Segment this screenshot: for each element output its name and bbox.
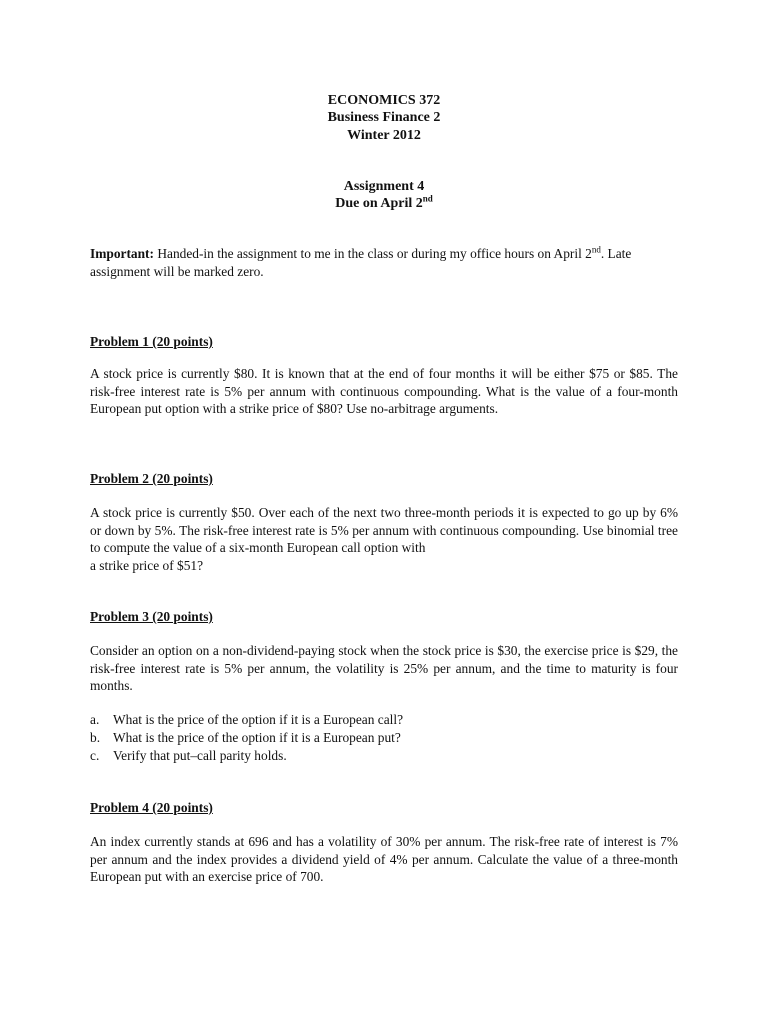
problem-3-heading: Problem 3 (20 points) bbox=[90, 609, 213, 624]
important-sup: nd bbox=[591, 244, 601, 255]
term: Winter 2012 bbox=[347, 128, 421, 143]
list-item bbox=[90, 747, 678, 765]
problem-3-list bbox=[90, 711, 678, 765]
problem-4-heading: Problem 4 (20 points) bbox=[90, 800, 213, 815]
problem-2-body-main: A stock price is currently $50. Over each of the next two three-month periods it is expected to go up by 6% or down by 5%. The risk-free interest rate is 5% per annum with continuous compounding. Use binomial tree to compute the value of a six-month European call option with bbox=[90, 505, 678, 555]
problem-3-body: Consider an option on a non-dividend-paying stock when the stock price is $30, the exercise price is $29, the risk-free interest rate is 5% per annum, the volatility is 25% per annum, and the time to maturity is four months. bbox=[90, 643, 678, 693]
important-text: Handed-in the assignment to me in the class or during my office hours on April 2 bbox=[153, 246, 592, 261]
list-marker: b. bbox=[90, 730, 101, 745]
important-note bbox=[90, 245, 678, 280]
problem-1-heading: Problem 1 (20 points) bbox=[90, 334, 213, 349]
list-marker: c. bbox=[90, 748, 100, 763]
problem-1-body: A stock price is currently $80. It is known that at the end of four months it will be either $75 or $85. The risk-free interest rate is 5% per annum with continuous compounding. What is the value of a four-month European put option with a strike price of $80? Use no-arbitrage arguments. bbox=[90, 366, 678, 416]
due-date-sup: nd bbox=[422, 193, 433, 204]
list-item bbox=[90, 729, 678, 747]
due-date-text: Due on April 2 bbox=[335, 196, 423, 211]
important-label: Important: bbox=[90, 246, 154, 261]
problem-4-body: An index currently stands at 696 and has a volatility of 30% per annum. The risk-free rate of interest is 7% per annum and the index provides a dividend yield of 4% per annum. Calculate the value of a three-month European put with an exercise price of 700. bbox=[90, 834, 678, 884]
course-subtitle: Business Finance 2 bbox=[327, 110, 441, 125]
problem-2-body bbox=[90, 504, 678, 574]
list-marker: a. bbox=[90, 712, 100, 727]
list-text: Verify that put–call parity holds. bbox=[113, 748, 287, 763]
list-text: What is the price of the option if it is a European call? bbox=[113, 712, 404, 727]
problem-2-body-last: a strike price of $51? bbox=[90, 557, 204, 573]
list-text: What is the price of the option if it is a European put? bbox=[113, 730, 401, 745]
assignment-title: Assignment 4 bbox=[343, 179, 425, 194]
important-text-end: . Late assignment will be marked zero. bbox=[90, 246, 632, 279]
list-item bbox=[90, 711, 678, 729]
problem-2-heading: Problem 2 (20 points) bbox=[90, 471, 213, 486]
due-date bbox=[0, 195, 768, 212]
course-title: ECONOMICS 372 bbox=[327, 93, 441, 108]
